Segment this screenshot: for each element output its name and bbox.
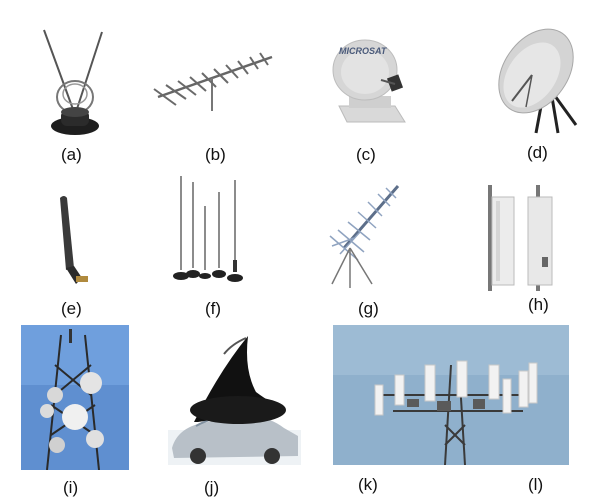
- sector-panel-antennas-icon: [482, 183, 562, 293]
- antenna-a: [30, 22, 120, 142]
- antenna-b: [150, 45, 280, 115]
- antenna-c: [325, 22, 415, 132]
- yagi-uda-antenna-icon: [150, 45, 280, 115]
- photo-i: [21, 325, 129, 470]
- caption-e: (e): [61, 299, 82, 318]
- magnetic-whip-antennas-icon: [165, 172, 255, 287]
- antenna-e: [40, 190, 100, 290]
- photo-j: [168, 330, 301, 465]
- microsat-logo: MICROSAT: [339, 46, 387, 56]
- log-periodic-antenna-icon: [320, 180, 410, 295]
- caption-j: (j): [204, 478, 220, 497]
- microsat-satellite-dish-icon: [325, 22, 415, 132]
- caption-f: (f): [205, 299, 222, 318]
- caption-c: (c): [356, 145, 376, 164]
- telecom-tower-photo-icon: [21, 325, 129, 470]
- antenna-f: [165, 172, 255, 287]
- antenna-d: [490, 15, 585, 135]
- caption-b: (b): [205, 145, 226, 164]
- caption-d: (d): [527, 143, 548, 162]
- photo-k: [333, 325, 569, 465]
- parabolic-dish-antenna-icon: [490, 15, 585, 135]
- caption-i: (i): [63, 478, 79, 497]
- rubber-duck-antenna-icon: [40, 190, 100, 290]
- rabbit-ear-tv-antenna-icon: [30, 22, 120, 142]
- caption-h: (h): [528, 295, 549, 314]
- cell-tower-photo-icon: [333, 325, 569, 465]
- caption-k: (k): [358, 475, 378, 494]
- caption-g: (g): [358, 299, 379, 318]
- antenna-g: [320, 180, 410, 295]
- antenna-h: [482, 183, 562, 293]
- shark-fin-car-antenna-icon: [168, 330, 301, 465]
- caption-a: (a): [61, 145, 82, 164]
- caption-l: (l): [528, 475, 544, 494]
